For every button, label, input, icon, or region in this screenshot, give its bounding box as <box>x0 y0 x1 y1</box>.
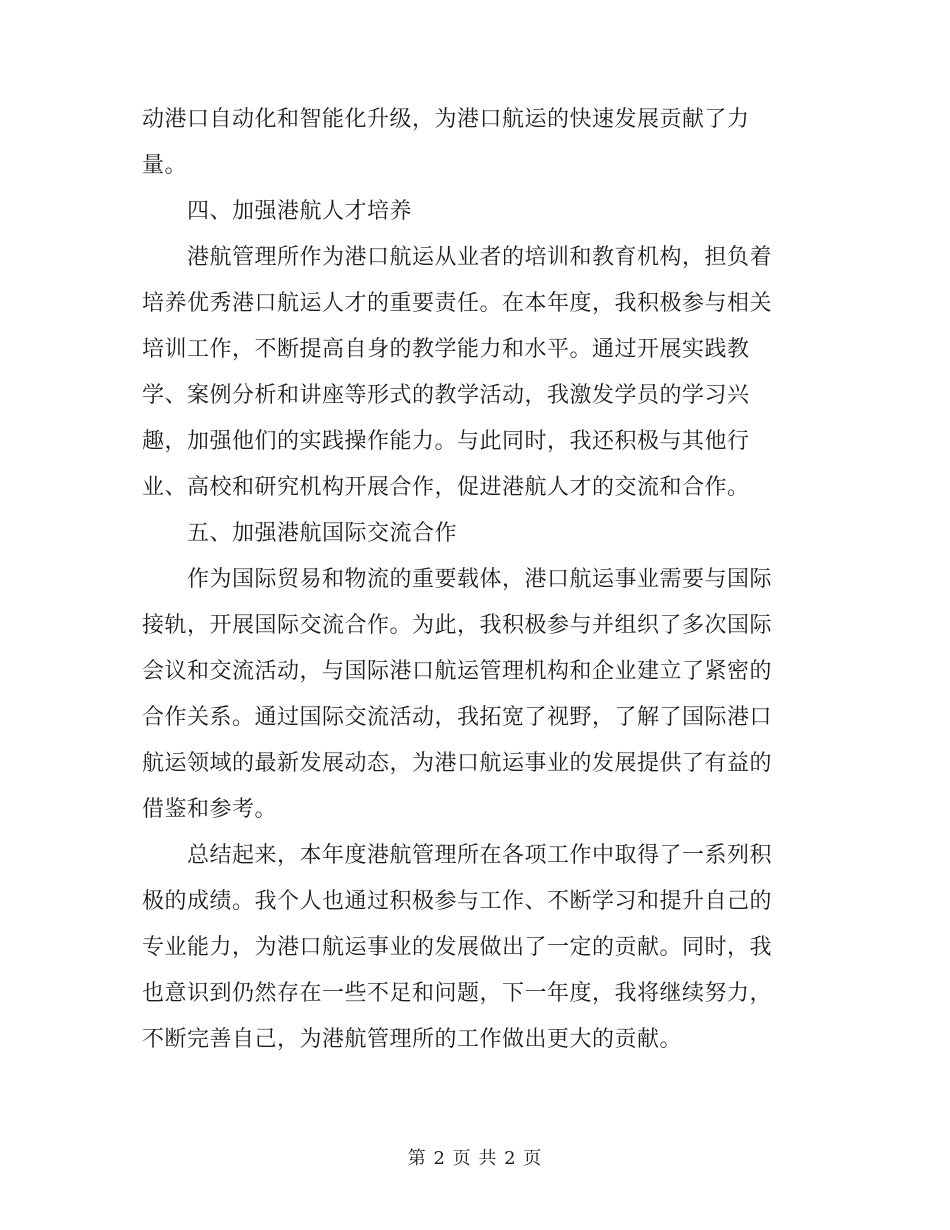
section-heading: 四、加强港航人才培养 <box>187 199 413 224</box>
text-line: 航运领域的最新发展动态，为港口航运事业的发展提供了有益的 <box>142 751 773 776</box>
text-line: 接轨，开展国际交流合作。为此，我积极参与并组织了多次国际 <box>142 613 773 638</box>
text-line: 会议和交流活动，与国际港口航运管理机构和企业建立了紧密的 <box>142 659 773 684</box>
text-line: 总结起来，本年度港航管理所在各项工作中取得了一系列积 <box>187 843 773 868</box>
text-line: 作为国际贸易和物流的重要载体，港口航运事业需要与国际 <box>187 567 773 592</box>
text-line: 港航管理所作为港口航运从业者的培训和教育机构，担负着 <box>187 245 773 270</box>
page-number-footer: 第 2 页 共 2 页 <box>407 1148 543 1169</box>
text-line: 也意识到仍然存在一些不足和问题，下一年度，我将继续努力， <box>142 981 773 1006</box>
text-line: 动港口自动化和智能化升级，为港口航运的快速发展贡献了力 <box>142 107 750 132</box>
text-line: 趣，加强他们的实践操作能力。与此同时，我还积极与其他行 <box>142 429 750 454</box>
text-line: 合作关系。通过国际交流活动，我拓宽了视野，了解了国际港口 <box>142 705 773 730</box>
section-heading: 五、加强港航国际交流合作 <box>187 521 458 546</box>
text-line: 极的成绩。我个人也通过积极参与工作、不断学习和提升自己的 <box>142 889 773 914</box>
text-line: 借鉴和参考。 <box>142 797 278 822</box>
text-line: 不断完善自己，为港航管理所的工作做出更大的贡献。 <box>142 1027 683 1052</box>
text-line: 培养优秀港口航运人才的重要责任。在本年度，我积极参与相关 <box>142 291 773 316</box>
text-line: 培训工作，不断提高自身的教学能力和水平。通过开展实践教 <box>142 337 750 362</box>
text-line: 学、案例分析和讲座等形式的教学活动，我激发学员的学习兴 <box>142 383 750 408</box>
text-line: 业、高校和研究机构开展合作，促进港航人才的交流和合作。 <box>142 475 750 500</box>
text-line: 量。 <box>142 153 188 178</box>
text-line: 专业能力，为港口航运事业的发展做出了一定的贡献。同时，我 <box>142 935 773 960</box>
